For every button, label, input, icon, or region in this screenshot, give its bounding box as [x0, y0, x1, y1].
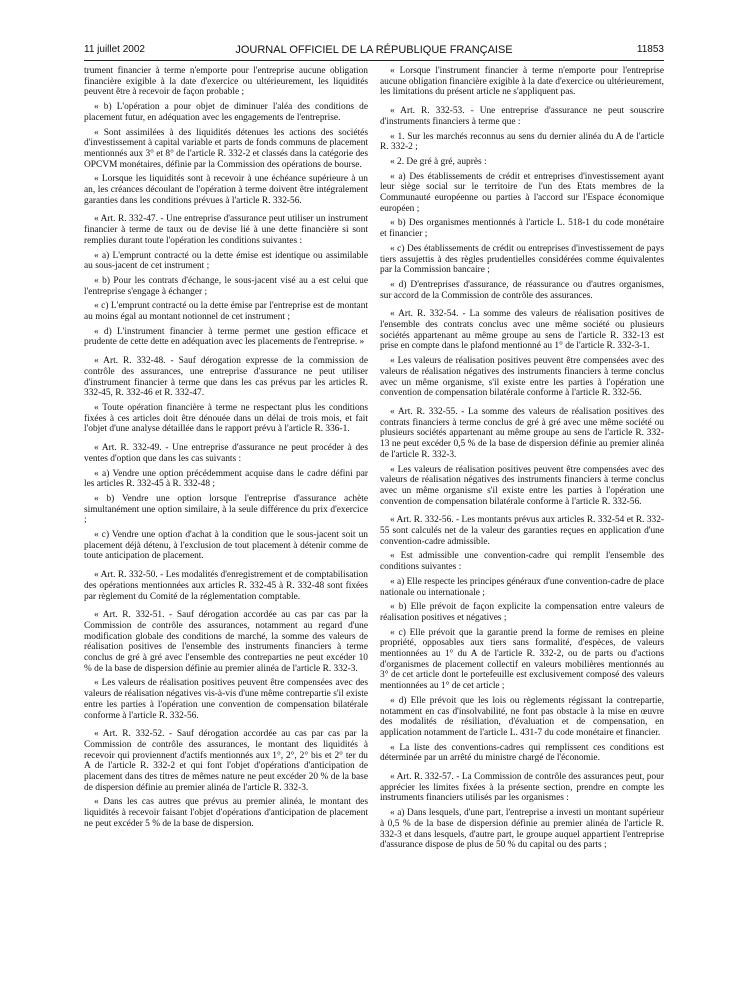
- page-header: [84, 44, 664, 60]
- paragraph: « a) L'emprunt contracté ou la dette émise est identique ou assimilable au sous-jacent de cet instrument ;: [84, 250, 368, 272]
- paragraph: « b) Vendre une option lorsque l'entreprise d'assurance achète simultanément une option similaire, à la seule différence du prix d'exercice ;: [84, 493, 368, 526]
- left-column: [84, 66, 368, 962]
- paragraph: « a) Dans lesquels, d'une part, l'entreprise a investi un montant supérieur à 0,5 % de la base de dispersion définie au premier alinéa de l'article R. 332-3 et dans lesquels, d'autre part, le groupe auquel appartient l'entreprise d'assurance dispose de plus de 50 % du capital ou des parts ;: [380, 808, 664, 851]
- paragraph: trument financier à terme n'emporte pour l'entreprise aucune obligation financière exigible à la date d'exercice ou ultérieurement, les liquidités peuvent être à recevoir de façon probable ;: [84, 66, 368, 98]
- paragraph: « Art. R. 332-53. - Une entreprise d'assurance ne peut souscrire d'instruments financiers à terme que :: [380, 106, 664, 127]
- paragraph: « b) Elle prévoit de façon explicite la compensation entre valeurs de réalisation positives et négatives ;: [380, 602, 664, 623]
- paragraph: « Est admissible une convention-cadre qui remplit l'ensemble des conditions suivantes :: [380, 551, 664, 573]
- paragraph: « Toute opération financière à terme ne respectant plus les conditions fixées à ces articles doit être dénouée dans un délai de trois mois, et fait l'objet d'une analyse détaillée dans le rapport prévu à l'article R. 336-1.: [84, 402, 368, 435]
- paragraph: « c) Vendre une option d'achat à la condition que le sous-jacent soit un placement déjà détenu, à l'exclusion de tout placement à détenir comme de toute anticipation de placement.: [84, 530, 368, 562]
- paragraph: « Dans les cas autres que prévus au premier alinéa, le montant des liquidités à recevoir faisant l'objet d'opérations d'anticipation de placement ne peut excéder 5 % de la base de dispersion.: [84, 797, 368, 829]
- paragraph: « Les valeurs de réalisation positives peuvent être compensées avec des valeurs de réalisation négatives vis-à-vis d'une même contrepartie s'il existe entre les parties à l'opération une convention de compensation bilatérale conforme à l'article R. 332-56.: [84, 678, 368, 721]
- paragraph: « b) Pour les contrats d'échange, le sous-jacent visé au a est celui que l'entreprise s'engage à échanger ;: [84, 275, 368, 297]
- paragraph: « Art. R. 332-52. - Sauf dérogation accordée au cas par cas par la Commission de contrôle des assurances, le montant des liquidités à recevoir qui proviennent d'actifs mentionnés aux 1°, 2°, 2° bis et 2° ter du A de l'article R. 332-2 et qui font l'objet d'opérations d'anticipation de placement dans des titres de mêmes nature ne peut excéder 20 % de la base de dispersion définie au premier alinéa de l'article R. 332-3.: [84, 729, 368, 793]
- paragraph: « Art. R. 332-47. - Une entreprise d'assurance peut utiliser un instrument financier à terme de taux ou de devise lié à une dette financière si sont remplies durant toute l'opération les conditions suivantes :: [84, 214, 368, 246]
- paragraph: « Art. R. 332-49. - Une entreprise d'assurance ne peut procéder à des ventes d'option que dans les cas suivants :: [84, 443, 368, 464]
- paragraph: « Art. R. 332-48. - Sauf dérogation expresse de la commission de contrôle des assurances, une entreprise d'assurance ne peut utiliser d'instrument financier à terme que dans les cas prévus par les articles R. 332-45, R. 332-46 et R. 332-47.: [84, 356, 368, 399]
- paragraph: « Les valeurs de réalisation positives peuvent être compensées avec des valeurs de réalisation négatives des instruments financiers à terme conclus avec un même organisme, s'il existe entre les parties à l'opération une convention de compensation bilatérale conforme à l'article R. 332-56.: [380, 356, 664, 399]
- paragraph: « 1. Sur les marchés reconnus au sens du dernier alinéa du A de l'article R. 332-2 ;: [380, 131, 664, 153]
- paragraph: « Art. R. 332-50. - Les modalités d'enregistrement et de comptabilisation des opérations mentionnées aux articles R. 332-45 à R. 332-48 sont fixées par règlement du Comité de la réglementation comptable.: [84, 570, 368, 602]
- paragraph: « Sont assimilées à des liquidités détenues les actions des sociétés d'investissement à capital variable et parts de fonds communs de placement mentionnés aux 3° et 8° de l'article R. 332-2 et classés dans la catégorie des OPCVM monétaires, définie par la Commission des opérations de bourse.: [84, 127, 368, 170]
- paragraph: « a) Des établissements de crédit et entreprises d'investissement ayant leur siège social sur le territoire de l'un des Etats membres de la Communauté européenne ou parties à l'accord sur l'Espace économique européen ;: [380, 171, 664, 214]
- paragraph: « Art. R. 332-51. - Sauf dérogation accordée au cas par cas par la Commission de contrôle des assurances, notamment au regard d'une modification globale des conditions de marché, la somme des valeurs de réalisation positives de l'ensemble des instruments financiers à terme conclus de gré à gré avec l'ensemble des contreparties ne peut excéder 10 % de la base de dispersion définie au premier alinéa de l'article R. 332-3.: [84, 610, 368, 674]
- paragraph: « Lorsque l'instrument financier à terme n'emporte pour l'entreprise aucune obligation financière exigible à la date d'exercice ou ultérieurement, les limitations du présent article ne s'appliquent pas.: [380, 66, 664, 98]
- header-date: 11 juillet 2002: [84, 44, 145, 55]
- paragraph: « a) Vendre une option précédemment acquise dans le cadre défini par les articles R. 332-45 à R. 332-48 ;: [84, 468, 368, 490]
- paragraph: « d) L'instrument financier à terme permet une gestion efficace et prudente de cette dette en adéquation avec les placements de l'entreprise. »: [84, 326, 368, 348]
- paragraph: « a) Elle respecte les principes généraux d'une convention-cadre de place nationale ou internationale ;: [380, 576, 664, 598]
- paragraph: « Art. R. 332-56. - Les montants prévus aux articles R. 332-54 et R. 332-55 sont calculés net de la valeur des garanties reçues en application d'une convention-cadre admissible.: [380, 515, 664, 547]
- paragraph: « b) Des organismes mentionnés à l'article L. 518-1 du code monétaire et financier ;: [380, 218, 664, 240]
- paragraph: « d) Elle prévoit que les lois ou règlements régissant la contrepartie, notamment en cas d'insolvabilité, ne font pas obstacle à la mise en œuvre des modalités de résiliation, d'évaluation et de compensation, en application notamment de l'article L. 431-7 du code monétaire et financier.: [380, 695, 664, 738]
- paragraph: « c) Des établissements de crédit ou entreprises d'investissement de pays tiers assujettis à des règles prudentielles considérées comme équivalentes par la Commission bancaire ;: [380, 243, 664, 276]
- paragraph: « d) D'entreprises d'assurance, de réassurance ou d'autres organismes, sur accord de la Commission de contrôle des assurances.: [380, 279, 664, 301]
- paragraph: « c) L'emprunt contracté ou la dette émise par l'entreprise est de montant au moins égal au montant notionnel de cet instrument ;: [84, 301, 368, 323]
- header-page-number: 11853: [636, 44, 664, 55]
- right-column: [380, 66, 664, 962]
- paragraph: « 2. De gré à gré, auprès :: [390, 156, 487, 167]
- paragraph: « Lorsque les liquidités sont à recevoir à une échéance supérieure à un an, les créances découlant de l'opération à terme doivent être intégralement garanties dans les conditions prévues à l'article R. 332-56.: [84, 174, 368, 206]
- paragraph: « La liste des conventions-cadres qui remplissent ces conditions est déterminée par un arrêté du ministre chargé de l'économie.: [380, 742, 664, 764]
- header-title: JOURNAL OFFICIEL DE LA RÉPUBLIQUE FRANÇAISE: [235, 44, 513, 56]
- paragraph: « Les valeurs de réalisation positives peuvent être compensées avec des valeurs de réalisation négatives des instruments financiers à terme conclus avec un même organisme s'il existe entre les parties à l'opération une convention de compensation bilatérale conforme à l'article R. 332-56.: [380, 464, 664, 507]
- paragraph: « Art. R. 332-55. - La somme des valeurs de réalisation positives des contrats financiers à terme conclus de gré à gré avec une même société ou plusieurs sociétés appartenant au même groupe au sens de l'article R. 332-13 ne peut excéder 0,5 % de la base de dispersion définie au premier alinéa de l'article R. 332-3.: [380, 406, 664, 460]
- paragraph: « c) Elle prévoit que la garantie prend la forme de remises en pleine propriété, opposables aux tiers sans formalité, d'espèces, de valeurs mentionnées au 1° du A de l'article R. 332-2, ou de parts ou d'actions d'organismes de placement collectif en valeurs mobilières mentionnés au 3° de cet article dont le portefeuille est exclusivement composé des valeurs mentionnées au 1° de cet article ;: [380, 627, 664, 692]
- paragraph: « Art. R. 332-54. - La somme des valeurs de réalisation positives de l'ensemble des contrats conclus avec une même société ou plusieurs sociétés appartenant au même groupe au sens de l'article R. 332-13 est prise en compte dans le plafond mentionné au 1° de l'article R. 332-3-1.: [380, 309, 664, 352]
- paragraph: « b) L'opération a pour objet de diminuer l'aléa des conditions de placement futur, en adéquation avec les engagements de l'entreprise.: [84, 102, 368, 123]
- header-rule: [84, 60, 664, 61]
- paragraph: « Art. R. 332-57. - La Commission de contrôle des assurances peut, pour apprécier les limites fixées à la présente section, prendre en compte les instruments financiers utilisés par les organismes :: [380, 772, 664, 804]
